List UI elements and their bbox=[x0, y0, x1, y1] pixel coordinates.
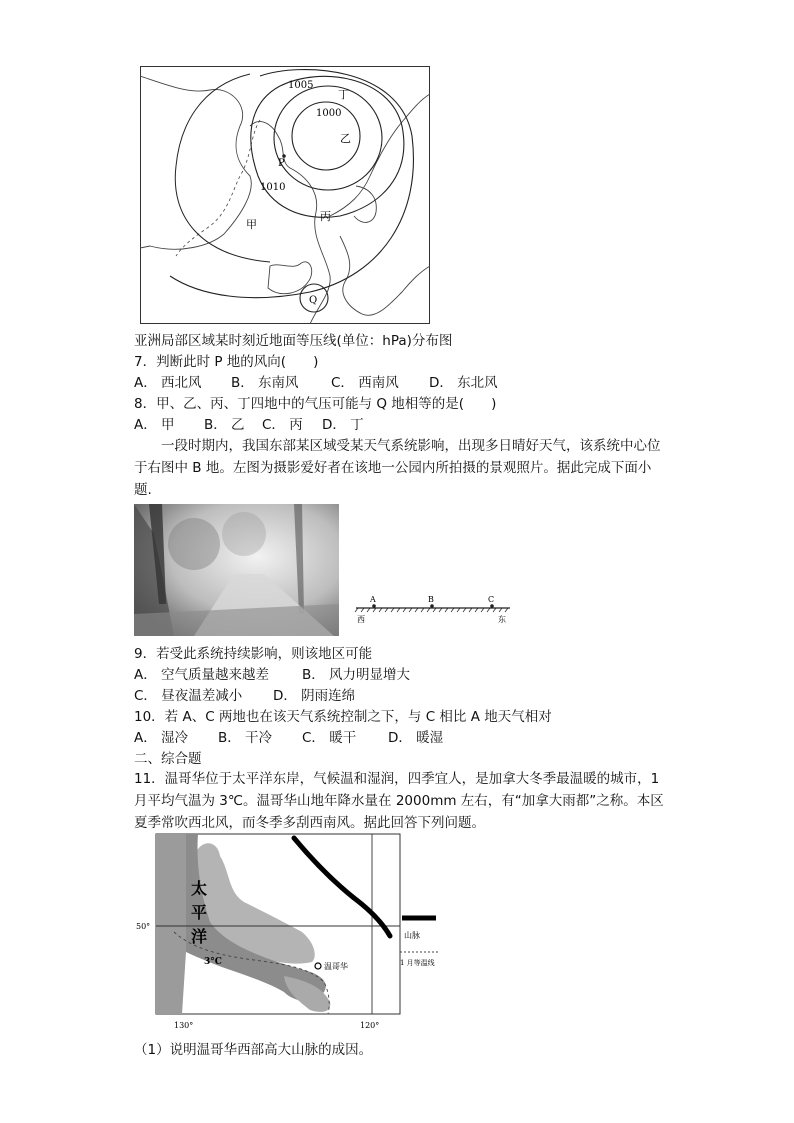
q7-option-c[interactable]: C． 西南风 bbox=[331, 375, 399, 391]
legend-mountain: 山脉 bbox=[404, 931, 420, 940]
ocean-char-3: 洋 bbox=[191, 927, 208, 946]
ocean-char-2: 平 bbox=[191, 903, 208, 922]
label-jia: 甲 bbox=[246, 218, 257, 231]
label-1000: 1000 bbox=[316, 108, 342, 119]
label-1010: 1010 bbox=[260, 182, 286, 193]
map1-caption: 亚洲局部区域某时刻近地面等压线(单位：hPa)分布图 bbox=[134, 333, 453, 349]
intro-paragraph: 一段时期内，我国东部某区域受某天气系统影响，出现多日晴好天气，该系统中心位于右图中 B 地。左图为摄影爱好者在该地一公园内所拍摄的景观照片。据此完成下面小题. bbox=[134, 438, 661, 498]
section-title: 二、综合题 bbox=[134, 751, 202, 767]
label-bing: 丙 bbox=[320, 210, 331, 223]
label-yi: 乙 bbox=[340, 132, 351, 145]
q8-stem: 8．甲、乙、丙、丁四地中的气压可能与 Q 地相等的是( ) bbox=[134, 396, 497, 412]
label-east: 东 bbox=[498, 615, 506, 624]
q7-option-a[interactable]: A． 西北风 bbox=[134, 375, 202, 391]
q8-option-d[interactable]: D． 丁 bbox=[322, 417, 364, 433]
q9-stem: 9．若受此系统持续影响，则该地区可能 bbox=[134, 646, 373, 662]
point-c: C bbox=[488, 595, 495, 604]
ocean-char-1: 太 bbox=[191, 879, 208, 898]
q11-sub1: （1）说明温哥华西部高大山脉的成因。 bbox=[134, 1042, 373, 1058]
park-photo bbox=[134, 504, 339, 636]
q7-option-b[interactable]: B． 东南风 bbox=[231, 375, 299, 391]
q9-option-a[interactable]: A． 空气质量越来越差 bbox=[134, 667, 270, 683]
q9-options-row1 bbox=[134, 665, 410, 685]
vancouver-map bbox=[134, 832, 454, 1032]
lon-120: 120° bbox=[360, 1021, 380, 1030]
q9-option-b[interactable]: B． 风力明显增大 bbox=[302, 667, 411, 683]
q9-option-d[interactable]: D． 阴雨连绵 bbox=[273, 688, 356, 704]
q7-stem: 7．判断此时 P 地的风向( ) bbox=[134, 354, 319, 370]
q9-options-row2 bbox=[134, 686, 355, 706]
label-q: Q bbox=[309, 295, 318, 306]
q10-option-d[interactable]: D． 暖湿 bbox=[388, 730, 444, 746]
isobar-map bbox=[140, 66, 430, 324]
label-p: P bbox=[278, 158, 285, 169]
q11-paragraph: 11．温哥华位于太平洋东岸，气候温和湿润，四季宜人，是加拿大冬季最温暖的城市，1 月平均气温为 3℃。温哥华山地年降水量在 2000mm 左右，有“加拿大雨都”之称。本区夏季常吹西北风，而冬季多刮西南风。据此回答下列问题。 bbox=[134, 771, 664, 831]
point-a: A bbox=[370, 595, 376, 604]
abc-profile-diagram bbox=[354, 592, 514, 624]
city-vancouver: 温哥华 bbox=[324, 962, 348, 971]
label-1005: 1005 bbox=[288, 80, 314, 91]
q10-stem: 10．若 A、C 两地也在该天气系统控制之下，与 C 相比 A 地天气相对 bbox=[134, 709, 552, 725]
q10-option-a[interactable]: A． 湿冷 bbox=[134, 730, 189, 746]
q10-option-b[interactable]: B． 干冷 bbox=[218, 730, 273, 746]
q8-option-c[interactable]: C． 丙 bbox=[262, 417, 303, 433]
q8-option-b[interactable]: B． 乙 bbox=[204, 417, 245, 433]
q7-options bbox=[134, 373, 498, 393]
q8-option-a[interactable]: A． 甲 bbox=[134, 417, 175, 433]
label-west: 西 bbox=[357, 615, 365, 624]
q9-option-c[interactable]: C． 昼夜温差减小 bbox=[134, 688, 243, 704]
lat-50: 50° bbox=[136, 922, 151, 931]
q7-option-d[interactable]: D． 东北风 bbox=[429, 375, 498, 391]
q10-option-c[interactable]: C． 暖干 bbox=[302, 730, 357, 746]
q8-options bbox=[134, 415, 364, 435]
point-b: B bbox=[428, 595, 434, 604]
legend-isotherm: 1 月等温线 bbox=[400, 959, 435, 967]
isotherm-3c: 3°C bbox=[204, 957, 222, 967]
label-ding: 丁 bbox=[338, 88, 349, 101]
lon-130: 130° bbox=[174, 1021, 194, 1030]
q10-options bbox=[134, 728, 443, 748]
